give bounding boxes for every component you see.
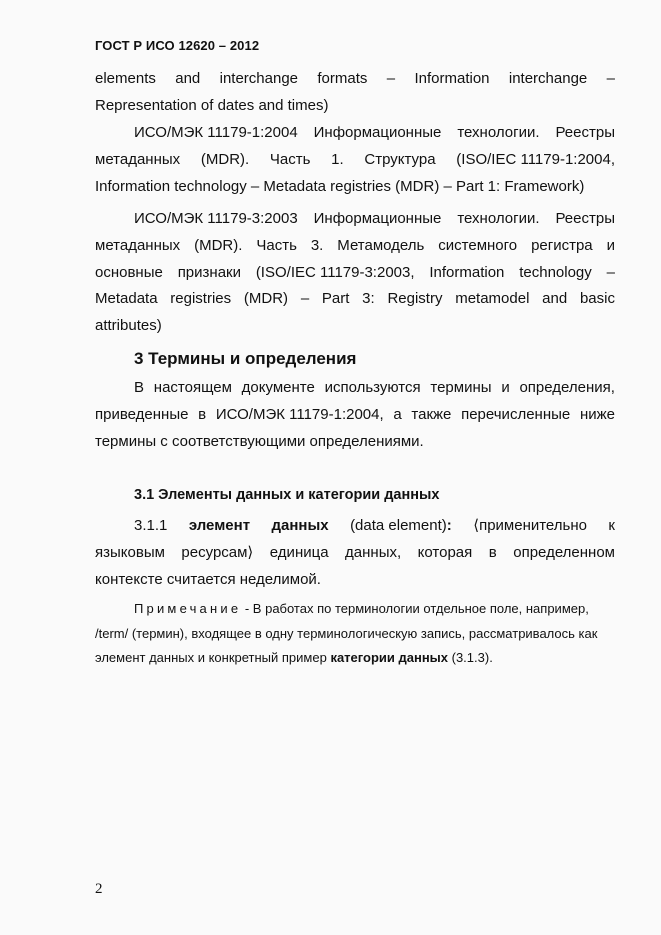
- word: используются: [324, 379, 421, 396]
- word: языковым: [95, 543, 165, 561]
- word: настоящем: [153, 379, 232, 396]
- word: определения,: [519, 379, 615, 396]
- term-name: элемент: [188, 517, 251, 534]
- word: –: [606, 70, 615, 87]
- word: в: [488, 543, 497, 561]
- word: (MDR).: [194, 236, 243, 254]
- word: basic: [579, 290, 615, 308]
- word: Реестры: [555, 210, 615, 227]
- reference-iso-11179-3: [95, 206, 615, 340]
- word: elements: [95, 70, 156, 87]
- text-line: [95, 513, 615, 540]
- text-line: [95, 402, 615, 429]
- word: в: [198, 405, 207, 423]
- word: ниже: [579, 405, 615, 423]
- text-line: Representation of dates and times): [95, 96, 329, 114]
- word: ⟨применительно: [473, 517, 587, 534]
- text-line: [95, 286, 615, 313]
- word: 1.: [331, 150, 344, 168]
- word: Информационные: [313, 210, 442, 227]
- text-line: [95, 597, 615, 622]
- section-heading-3-1: 3.1 Элементы данных и категории данных: [134, 487, 440, 503]
- word: регистра: [531, 236, 593, 254]
- word: которая: [417, 543, 473, 561]
- word: данных,: [345, 543, 402, 561]
- word: Part: [321, 290, 350, 308]
- word: Information: [429, 263, 505, 281]
- word: ИСО/МЭК 11179-3:2003: [134, 210, 298, 227]
- word: системного: [438, 236, 518, 254]
- text-line: Information technology – Metadata registries (MDR) – Part 1: Framework): [95, 177, 585, 195]
- word: –: [386, 70, 396, 87]
- note-block: [95, 597, 615, 671]
- word: перечисленные: [461, 405, 571, 423]
- text-line: [95, 260, 615, 287]
- word: к: [608, 517, 615, 534]
- word: единица: [269, 543, 329, 561]
- word: технологии.: [457, 210, 540, 227]
- word: registries: [170, 290, 232, 308]
- word: также: [411, 405, 452, 423]
- text-line: термины с соответствующими определениями.: [95, 432, 424, 450]
- word: основные: [95, 263, 163, 281]
- word: ИСО/МЭК 11179-1:2004,: [215, 405, 384, 423]
- page-number: 2: [95, 881, 103, 897]
- word: технологии.: [457, 124, 540, 141]
- word: а: [393, 405, 402, 423]
- word: признаки: [177, 263, 241, 281]
- word: и: [606, 236, 615, 254]
- term-number: 3.1.1: [134, 517, 168, 534]
- word: определенном: [513, 543, 615, 561]
- word: technology: [519, 263, 592, 281]
- word: Часть: [256, 236, 297, 254]
- word: приведенные: [95, 405, 189, 423]
- word: –: [606, 263, 615, 281]
- word: Метамодель: [337, 236, 425, 254]
- word: –: [300, 290, 310, 308]
- colon: :: [446, 517, 452, 534]
- text-line: [95, 646, 615, 671]
- word: Metadata: [95, 290, 158, 308]
- term-english: (data element): [350, 517, 447, 534]
- text-line: [95, 375, 615, 402]
- word: документе: [241, 379, 315, 396]
- note-label: Примечание: [134, 601, 242, 616]
- document-header: ГОСТ Р ИСО 12620 – 2012: [95, 38, 260, 53]
- text-line: /term/ (термин), входящее в одну терминологическую запись, рассматривалось как: [95, 625, 598, 641]
- word: interchange: [508, 70, 588, 87]
- word: and: [175, 70, 201, 87]
- text-line: контексте считается неделимой.: [95, 570, 321, 588]
- note-text: - В работах по терминологии отдельное поле, например,: [241, 601, 589, 616]
- word: Часть: [269, 150, 311, 168]
- word: Реестры: [555, 124, 615, 141]
- term-name: данных: [271, 517, 329, 534]
- word: Информационные: [313, 124, 442, 141]
- word: В: [134, 379, 145, 396]
- word: metamodel: [455, 290, 530, 308]
- word: (MDR): [243, 290, 289, 308]
- text-line: [95, 540, 615, 567]
- word: Registry: [387, 290, 443, 308]
- text-line: [95, 66, 615, 93]
- text-line: [95, 233, 615, 260]
- word: interchange: [219, 70, 299, 87]
- word: и: [501, 379, 510, 396]
- word: (ISO/IEC 11179-3:2003,: [255, 263, 415, 281]
- word: 3:: [362, 290, 375, 308]
- note-text: (3.1.3).: [448, 650, 493, 665]
- reference-iso-11179-1: [95, 120, 615, 200]
- text-line: [95, 120, 615, 147]
- word: ИСО/МЭК 11179-1:2004: [134, 124, 298, 141]
- section-heading-3: 3 Термины и определения: [134, 349, 357, 368]
- text-line: [95, 147, 615, 174]
- text-line: [95, 206, 615, 233]
- word: термины: [430, 379, 492, 396]
- word: 3.: [310, 236, 324, 254]
- word: Information: [414, 70, 490, 87]
- note-text: элемент данных и конкретный пример: [95, 650, 331, 665]
- reference-continuation: [95, 66, 615, 120]
- word: ресурсам⟩: [181, 543, 254, 561]
- term-entry-3-1-1: [95, 513, 615, 593]
- word: formats: [317, 70, 368, 87]
- word: (ISO/IEC 11179-1:2004,: [456, 150, 615, 168]
- word: (MDR).: [200, 150, 250, 168]
- note-bold-term: категории данных: [330, 650, 449, 665]
- section-3-intro: [95, 375, 615, 455]
- word: and: [542, 290, 568, 308]
- word: метаданных: [95, 236, 181, 254]
- word: метаданных: [95, 150, 181, 168]
- word: Структура: [364, 150, 436, 168]
- text-line: attributes): [95, 317, 162, 335]
